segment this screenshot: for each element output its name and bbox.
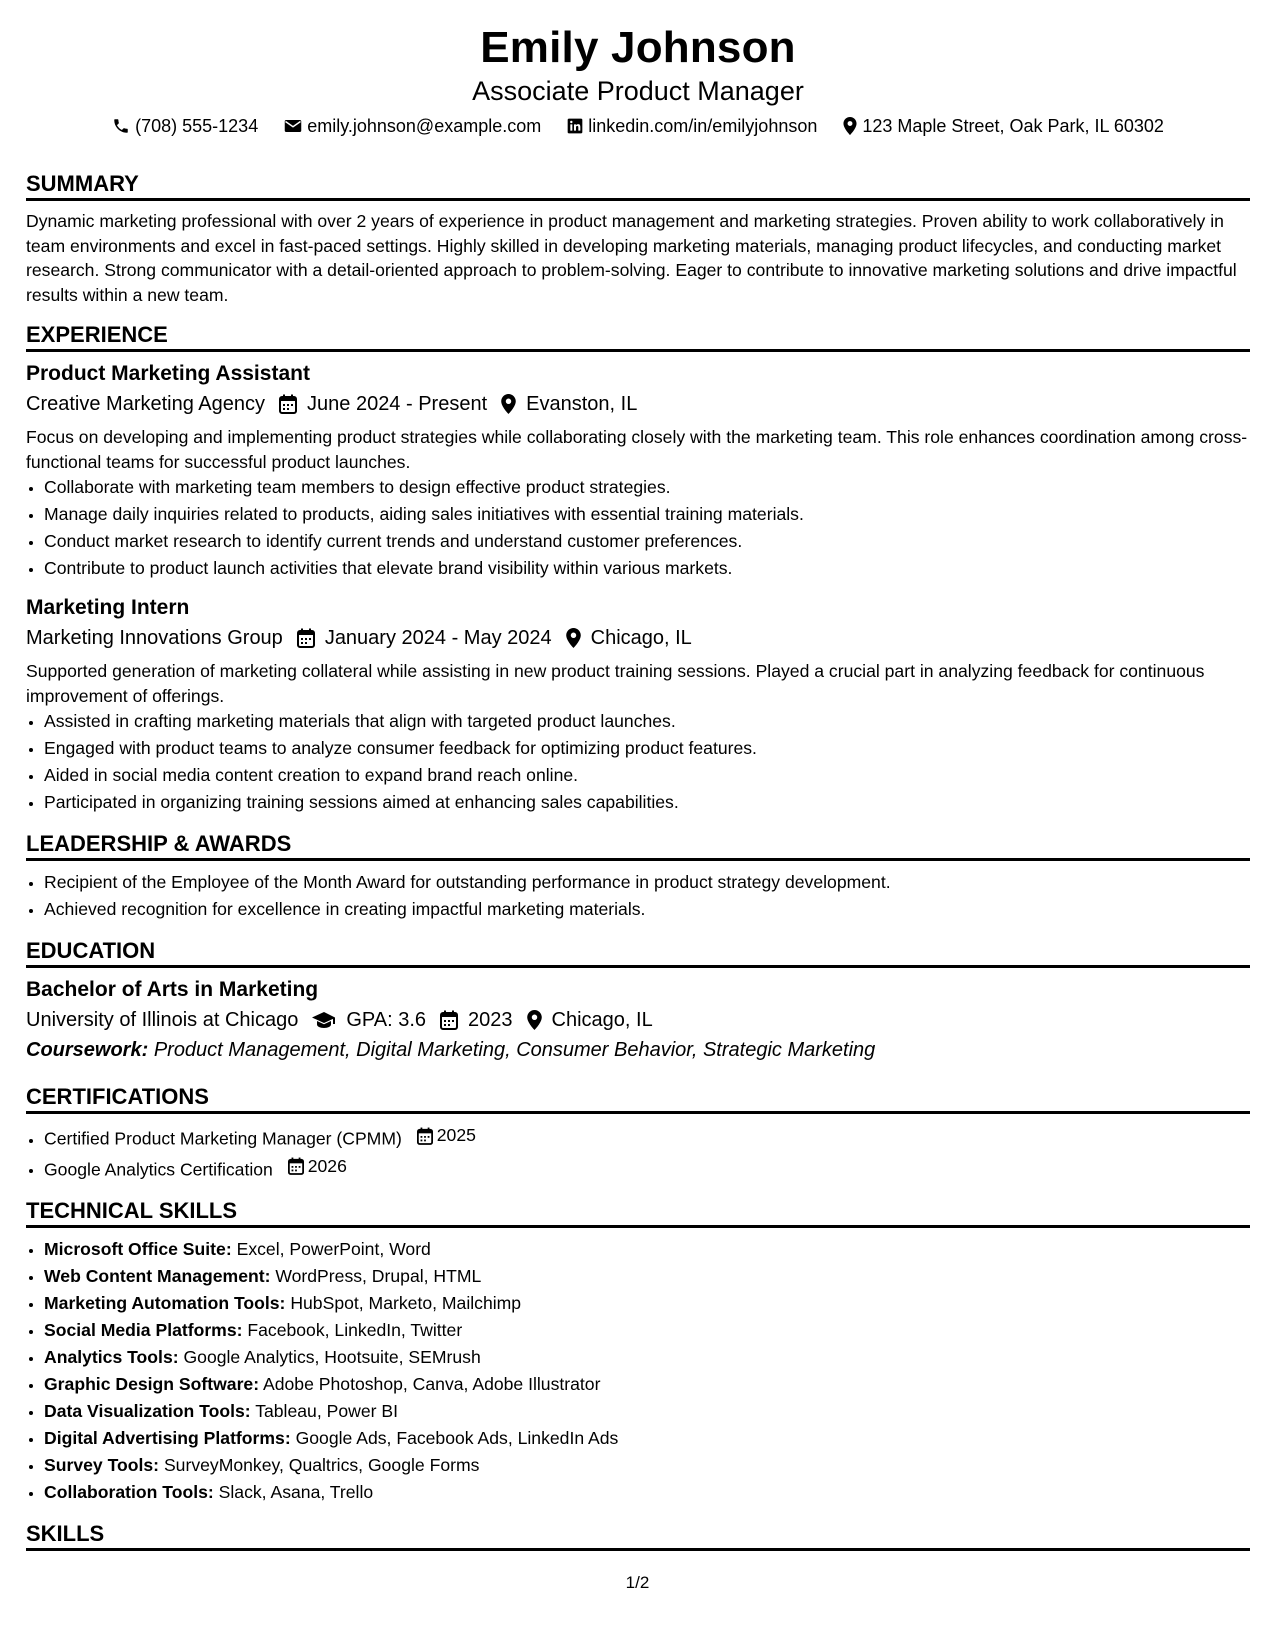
skill-category: Data Visualization Tools: xyxy=(44,1401,251,1421)
skill-category: Analytics Tools: xyxy=(44,1347,179,1367)
list-item: • Engaged with product teams to analyze consumer feedback for optimizing product features. xyxy=(44,735,1250,762)
technical-skills-section xyxy=(26,1197,1250,1506)
job-bullets xyxy=(26,474,1250,582)
list-item xyxy=(44,1317,1250,1344)
job-bullets xyxy=(26,708,1250,816)
skill-values: Google Ads, Facebook Ads, LinkedIn Ads xyxy=(295,1428,619,1448)
list-item: • Contribute to product launch activities that elevate brand visibility within various markets. xyxy=(44,555,1250,582)
linkedin-icon xyxy=(567,118,583,134)
contact-linkedin-text: linkedin.com/in/emilyjohnson xyxy=(588,116,818,136)
job-company: Marketing Innovations Group xyxy=(26,627,283,649)
list-item: • Aided in social media content creation to expand brand reach online. xyxy=(44,762,1250,789)
cert-date xyxy=(417,1122,476,1149)
technical-skills-heading: TECHNICAL SKILLS xyxy=(26,1197,1250,1228)
calendar-icon xyxy=(288,1157,304,1175)
education-section xyxy=(26,937,1250,1065)
contact-email[interactable] xyxy=(284,114,541,138)
skill-category: Digital Advertising Platforms: xyxy=(44,1428,291,1448)
skill-values: WordPress, Drupal, HTML xyxy=(275,1266,482,1286)
job-title: Product Marketing Assistant xyxy=(26,362,310,385)
job-company: Creative Marketing Agency xyxy=(26,393,266,415)
list-item xyxy=(44,1263,1250,1290)
calendar-icon xyxy=(297,628,315,648)
envelope-icon xyxy=(284,118,302,134)
cert-year: 2026 xyxy=(307,1155,347,1176)
leadership-bullets xyxy=(26,869,1250,923)
list-item: • Achieved recognition for excellence in creating impactful marketing materials. xyxy=(44,896,1250,923)
skill-category: Web Content Management: xyxy=(44,1266,271,1286)
education-meta xyxy=(26,1005,1250,1035)
phone-icon xyxy=(112,117,130,135)
skill-values: Google Analytics, Hootsuite, SEMrush xyxy=(183,1347,481,1367)
coursework xyxy=(26,1035,1250,1065)
list-item xyxy=(44,1236,1250,1263)
school-name: University of Illinois at Chicago xyxy=(26,1009,299,1031)
resume-header xyxy=(26,0,1250,138)
technical-skills-list xyxy=(26,1236,1250,1506)
certifications-section xyxy=(26,1083,1250,1183)
graduation-cap-icon xyxy=(312,1011,336,1029)
skill-category: Marketing Automation Tools: xyxy=(44,1293,286,1313)
list-item xyxy=(44,1425,1250,1452)
skills-heading: SKILLS xyxy=(26,1520,1250,1551)
skill-category: Survey Tools: xyxy=(44,1455,160,1475)
list-item: • Collaborate with marketing team members to design effective product strategies. xyxy=(44,474,1250,501)
calendar-icon xyxy=(417,1127,433,1145)
map-pin-icon xyxy=(501,394,516,414)
contact-email-text: emily.johnson@example.com xyxy=(307,116,542,136)
list-item: • Conduct market research to identify current trends and understand customer preferences. xyxy=(44,528,1250,555)
job-location: Chicago, IL xyxy=(590,627,692,649)
list-item xyxy=(44,1344,1250,1371)
skill-values: Facebook, LinkedIn, Twitter xyxy=(247,1320,463,1340)
list-item: • Manage daily inquiries related to products, aiding sales initiatives with essential training materials. xyxy=(44,501,1250,528)
job-entry xyxy=(26,594,1250,816)
coursework-list: Product Management, Digital Marketing, Consumer Behavior, Strategic Marketing xyxy=(153,1039,876,1061)
list-item xyxy=(44,1290,1250,1317)
contact-linkedin[interactable] xyxy=(567,114,817,138)
list-item xyxy=(44,1452,1250,1479)
skill-values: SurveyMonkey, Qualtrics, Google Forms xyxy=(163,1455,480,1475)
skill-values: Adobe Photoshop, Canva, Adobe Illustrator xyxy=(263,1374,601,1394)
school-location: Chicago, IL xyxy=(551,1009,653,1031)
experience-section xyxy=(26,321,1250,816)
job-meta xyxy=(26,389,1250,419)
calendar-icon xyxy=(440,1010,458,1030)
skill-values: Excel, PowerPoint, Word xyxy=(236,1239,431,1259)
skill-category: Collaboration Tools: xyxy=(44,1482,214,1502)
contact-phone[interactable] xyxy=(112,114,258,138)
gpa: GPA: 3.6 xyxy=(346,1009,427,1031)
cert-name: Certified Product Marketing Manager (CPMM) xyxy=(44,1128,402,1149)
candidate-name: Emily Johnson xyxy=(480,23,796,72)
job-entry xyxy=(26,360,1250,582)
graduation-year: 2023 xyxy=(468,1009,513,1031)
map-pin-icon xyxy=(843,117,857,135)
list-item xyxy=(44,1479,1250,1506)
list-item: • Participated in organizing training sessions aimed at enhancing sales capabilities. xyxy=(44,789,1250,816)
skill-values: Tableau, Power BI xyxy=(255,1401,398,1421)
skills-section xyxy=(26,1520,1250,1551)
map-pin-icon xyxy=(566,628,581,648)
list-item xyxy=(44,1398,1250,1425)
skill-values: Slack, Asana, Trello xyxy=(218,1482,374,1502)
skill-category: Graphic Design Software: xyxy=(44,1374,260,1394)
job-meta xyxy=(26,623,1250,653)
job-description: Focus on developing and implementing product strategies while collaborating closely with the marketing team. This role enhances coordination among cross-functional teams for successful product launches. xyxy=(26,427,1248,472)
resume-page xyxy=(26,0,1250,1559)
list-item xyxy=(44,1122,1250,1153)
summary-section xyxy=(26,170,1250,307)
calendar-icon xyxy=(279,394,297,414)
job-dates: January 2024 - May 2024 xyxy=(324,627,552,649)
degree-title: Bachelor of Arts in Marketing xyxy=(26,978,319,1001)
list-item: • Assisted in crafting marketing materials that align with targeted product launches. xyxy=(44,708,1250,735)
education-heading: EDUCATION xyxy=(26,937,1250,968)
job-description: Supported generation of marketing collateral while assisting in new product training sessions. Played a crucial part in analyzing feedback for continuous improvement of offerings. xyxy=(26,661,1205,706)
summary-text: Dynamic marketing professional with over 2 years of experience in product management and marketing strategies. Proven ability to work collaboratively in team environments and excel in fast-paced settings. Highly skilled in developing marketing materials, managing product lifecycles, and conducting market research. Strong communicator with a detail-oriented approach to problem-solving. Eager to contribute to innovative marketing solutions and drive impactful results within a new team. xyxy=(26,211,1237,305)
job-location: Evanston, IL xyxy=(526,393,638,415)
contact-phone-text: (708) 555-1234 xyxy=(135,116,259,136)
skill-values: HubSpot, Marketo, Mailchimp xyxy=(290,1293,522,1313)
experience-heading: EXPERIENCE xyxy=(26,321,1250,352)
contact-bar xyxy=(26,114,1250,138)
list-item xyxy=(44,1371,1250,1398)
certifications-list xyxy=(26,1122,1250,1183)
page-number: 1/2 xyxy=(625,1573,650,1592)
list-item: • Recipient of the Employee of the Month Award for outstanding performance in product strategy development. xyxy=(44,869,1250,896)
certifications-heading: CERTIFICATIONS xyxy=(26,1083,1250,1114)
list-item xyxy=(44,1153,1250,1184)
contact-address-text: 123 Maple Street, Oak Park, IL 60302 xyxy=(862,116,1164,136)
cert-year: 2025 xyxy=(436,1125,476,1145)
cert-date xyxy=(288,1153,347,1180)
summary-heading: SUMMARY xyxy=(26,170,1250,201)
candidate-role: Associate Product Manager xyxy=(472,76,804,106)
coursework-label: Coursework: xyxy=(26,1039,149,1061)
job-dates: June 2024 - Present xyxy=(307,393,488,415)
leadership-section xyxy=(26,830,1250,923)
contact-address xyxy=(843,114,1164,138)
cert-name: Google Analytics Certification xyxy=(44,1159,273,1179)
skill-category: Social Media Platforms: xyxy=(44,1320,243,1340)
map-pin-icon xyxy=(527,1010,542,1030)
job-title: Marketing Intern xyxy=(26,596,190,619)
leadership-heading: LEADERSHIP & AWARDS xyxy=(26,830,1250,861)
skill-category: Microsoft Office Suite: xyxy=(44,1239,232,1259)
